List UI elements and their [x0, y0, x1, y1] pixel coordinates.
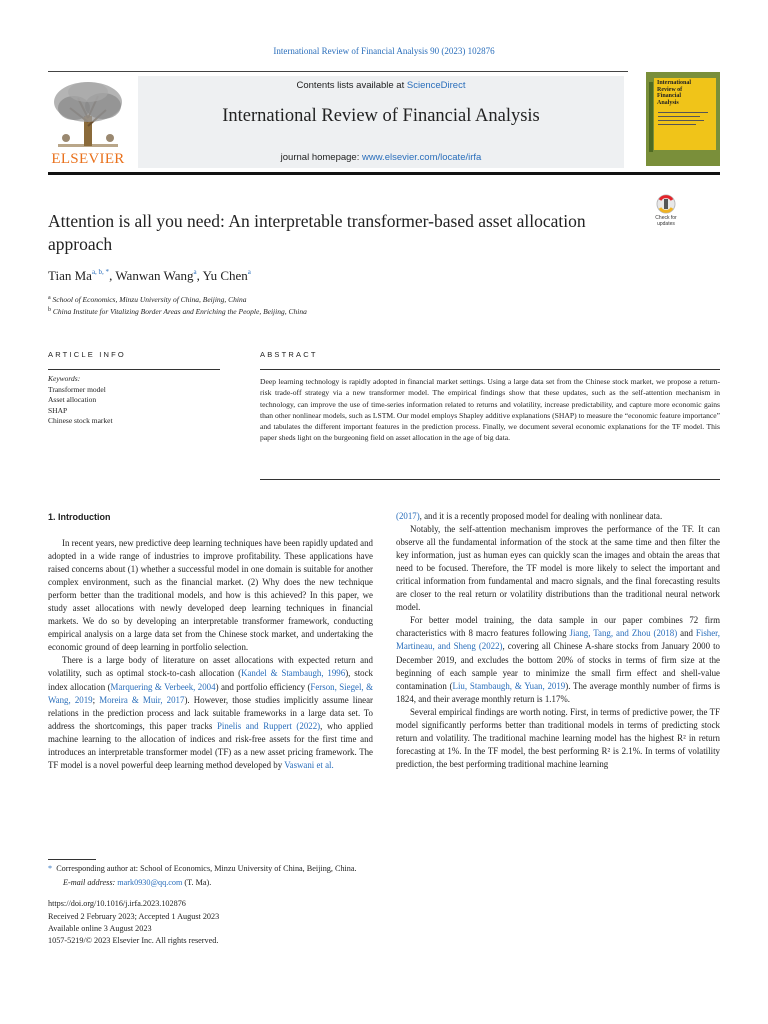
keyword: SHAP	[48, 405, 68, 415]
corresponding-text: Corresponding author at: School of Economics, Minzu University of China, Beijing, China.	[56, 864, 357, 873]
copyright-line: 1057-5219/© 2023 Elsevier Inc. All rights reserved.	[48, 936, 219, 945]
check-updates-icon	[652, 194, 680, 214]
affiliation-text: School of Economics, Minzu University of China, Beijing, China	[52, 295, 247, 304]
text-run: ;	[92, 694, 100, 705]
left-column	[48, 537, 373, 772]
author-affiliation-marks[interactable]: a	[193, 268, 197, 276]
intro-paragraph: In recent years, new predictive deep learning techniques have been rapidly updated and adopted in a wide range of industries to improve profitability. These applications have raised concerns about (1) whether a successful model in one domain is suitable for another complex environment, such as the financial market. (2) Why does the new technique perform better than the traditional models, and how is this achieved? In this paper, we study asset allocations with newly developed deep learning techniques in financial markets. We do so by developing an interpretable transformer framework, conducting empirical analysis on a large data set from the Chinese stock market, and undertaking the economic ground of deep learning in portfolio selection.	[48, 538, 373, 653]
check-updates-label: Check for	[655, 215, 677, 221]
keywords-block	[48, 374, 113, 427]
abstract-rule	[260, 369, 720, 370]
article-info-rule	[48, 369, 220, 370]
article-info-heading: ARTICLE INFO	[48, 350, 126, 359]
abstract-text: Deep learning technology is rapidly adopted in financial market settings. Using a large data set from the Chinese stock market, we propose a return-risk trade-off strategy via a new transformer model. The empirical findings show that these updates, such as the self-attention mechanism in technology, can improve the use of time-series information related to returns and volatility, increase predictability, and capture more economic gains than other nonlinear models, such as LSTM. Our model employs Shapley additive explanations (SHAP) to measure the “economic feature importance” and tabulates the different important features in the prediction process. Finally, we document several economic explanations for the TF model. This paper sheds light on the burgeoning field on asset allocation in the age of big data.	[260, 377, 720, 443]
check-for-updates-button[interactable]	[646, 194, 686, 230]
citation-link[interactable]: Jiang, Tang, and Zhou (2018)	[569, 628, 678, 639]
text-run: ). The average monthly number of firms is 1824, and their average monthly return is 1.17%.	[396, 680, 720, 704]
corresponding-author-note: * Corresponding author at: School of Economics, Minzu University of China, Beijing, China.	[48, 864, 357, 873]
email-note	[63, 878, 211, 887]
intro-paragraph	[396, 614, 720, 705]
citation-link[interactable]: Ferson, Siegel, & Wang, 2019	[48, 681, 373, 705]
author-name: Wanwan Wang	[115, 268, 194, 283]
citation-link[interactable]: Fisher, Martineau, and Sheng (2022)	[396, 628, 720, 652]
journal-homepage-line	[138, 152, 624, 163]
header-rule	[48, 71, 628, 72]
intro-paragraph: Several empirical findings are worth noting. First, in terms of predictive power, the TF model significantly performs better than traditional models in terms of predicting stock return and volatility. The traditional machine learning model has the highest R² in return forecasting at 1%. In the TF model, the best performing R² is 2.1%. In terms of volatility prediction, the best performing traditional machine learning	[396, 706, 720, 769]
citation-link[interactable]: Vaswani et al.	[284, 759, 334, 770]
article-title: Attention is all you need: An interpretable transformer-based asset allocation approach	[48, 211, 586, 254]
keyword: Chinese stock market	[48, 416, 113, 425]
journal-citation-link[interactable]: International Review of Financial Analysis 90 (2023) 102876	[273, 46, 495, 56]
text-run: , who applied machine learning to the allocation of indices and risk-free assets for the first time and introduces an interpretable transformer model (TF) as a new asset pricing framework. The TF model is a novel powerful deep learning method developed by	[48, 720, 373, 770]
footnote-rule	[48, 859, 96, 860]
journal-cover-image	[646, 72, 720, 166]
affiliation-mark: b	[48, 307, 51, 313]
journal-homepage-link[interactable]: www.elsevier.com/locate/irfa	[362, 152, 482, 163]
text-run: For better model training, the data sample in our paper combines 72 firm characteristics with 8 macro features following	[396, 615, 720, 639]
affiliation	[48, 307, 307, 316]
contents-line	[138, 80, 624, 91]
keywords-label: Keywords:	[48, 374, 81, 383]
cover-title-line: Analysis	[657, 99, 679, 106]
citation-link[interactable]: Kandel & Stambaugh, 1996	[241, 668, 346, 679]
author-affiliation-marks[interactable]: a	[247, 268, 251, 276]
citation-link[interactable]: Marquering & Verbeek, 2004	[110, 681, 216, 692]
intro-paragraph: Notably, the self-attention mechanism improves the performance of the TF. It can observe all the fundamental information of the stock at the same time and then filter the key information, just as human eyes can quickly scan the images and obtain the areas that need to be focused. Therefore, the TF model is more likely to select the important and critical information from fundamental and macro signals, and the final forecasting results are closer to the real return or volatility distributions than the traditional neural network model.	[396, 524, 720, 613]
email-label: E-mail address:	[63, 878, 118, 887]
author-name: Tian Ma	[48, 268, 92, 283]
email-suffix: (T. Ma).	[182, 878, 212, 887]
abstract-bottom-rule	[260, 479, 720, 480]
journal-title: International Review of Financial Analysis	[222, 106, 540, 126]
citation-link[interactable]: Pinelis and Ruppert (2022)	[216, 720, 321, 731]
doi-link[interactable]: https://doi.org/10.1016/j.irfa.2023.102876	[48, 899, 186, 908]
intro-paragraph	[48, 654, 373, 771]
citation-link[interactable]: Liu, Stambaugh, & Yuan, 2019	[452, 680, 566, 691]
author-name: Yu Chen	[202, 268, 248, 283]
text-run: , covering all Chinese A-share stocks from January 2000 to December 2019, and excludes the bottom 20% of stocks in terms of firm size at the beginning of each sample year to minimize the small firm effect and shell-value contamination (	[396, 641, 720, 691]
text-run: ), stock index allocation (	[48, 668, 373, 692]
keyword: Transformer model	[48, 384, 106, 394]
keyword: Asset allocation	[48, 395, 97, 404]
author-affiliation-marks[interactable]: a, b, *	[91, 268, 110, 276]
text-run: and	[677, 628, 696, 639]
affiliation-mark: a	[48, 295, 51, 301]
email-link[interactable]: mark0930@qq.com	[117, 878, 183, 887]
received-dates: Received 2 February 2023; Accepted 1 August 2023	[48, 912, 220, 921]
header-thick-rule	[48, 172, 720, 175]
cover-title-line: Review of	[657, 86, 683, 93]
text-run: There is a large body of literature on asset allocations with expected return and volatility, such as optimal stock-to-cash allocation (	[48, 655, 373, 679]
homepage-prefix: journal homepage:	[280, 152, 362, 163]
section-heading-introduction: 1. Introduction	[48, 512, 111, 522]
right-column	[396, 510, 720, 771]
text-run: ) and portfolio efficiency (	[215, 681, 311, 692]
intro-paragraph	[396, 510, 720, 523]
author-list: Tian $Ma^{a, b, *}$, Wanwan Wang$^a$, Yu Chen$^a$	[48, 268, 251, 283]
cover-title-line: Financial	[657, 93, 682, 99]
affiliation	[48, 295, 247, 304]
text-run: , and it is a recently proposed model for dealing with nonlinear data.	[419, 511, 663, 521]
cover-title-line: International	[657, 80, 692, 86]
abstract-heading: ABSTRACT	[260, 350, 318, 359]
text-run: ). However, those studies implicitly assume linear relations in the prediction process and lack suitable frameworks in a large data set. To address the shortcomings, this paper tracks	[48, 694, 374, 731]
citation-link[interactable]: Moreira & Muir, 2017	[99, 694, 185, 705]
affiliation-text: China Institute for Vitalizing Border Areas and Enriching the People, Beijing, China	[52, 307, 307, 316]
citation-link[interactable]: (2017)	[396, 511, 420, 521]
online-date: Available online 3 August 2023	[48, 924, 152, 933]
contents-prefix: Contents lists available at	[296, 80, 407, 91]
elsevier-wordmark: ELSEVIER	[51, 151, 125, 167]
check-updates-label: updates	[657, 221, 675, 227]
sciencedirect-link[interactable]: ScienceDirect	[406, 80, 466, 91]
